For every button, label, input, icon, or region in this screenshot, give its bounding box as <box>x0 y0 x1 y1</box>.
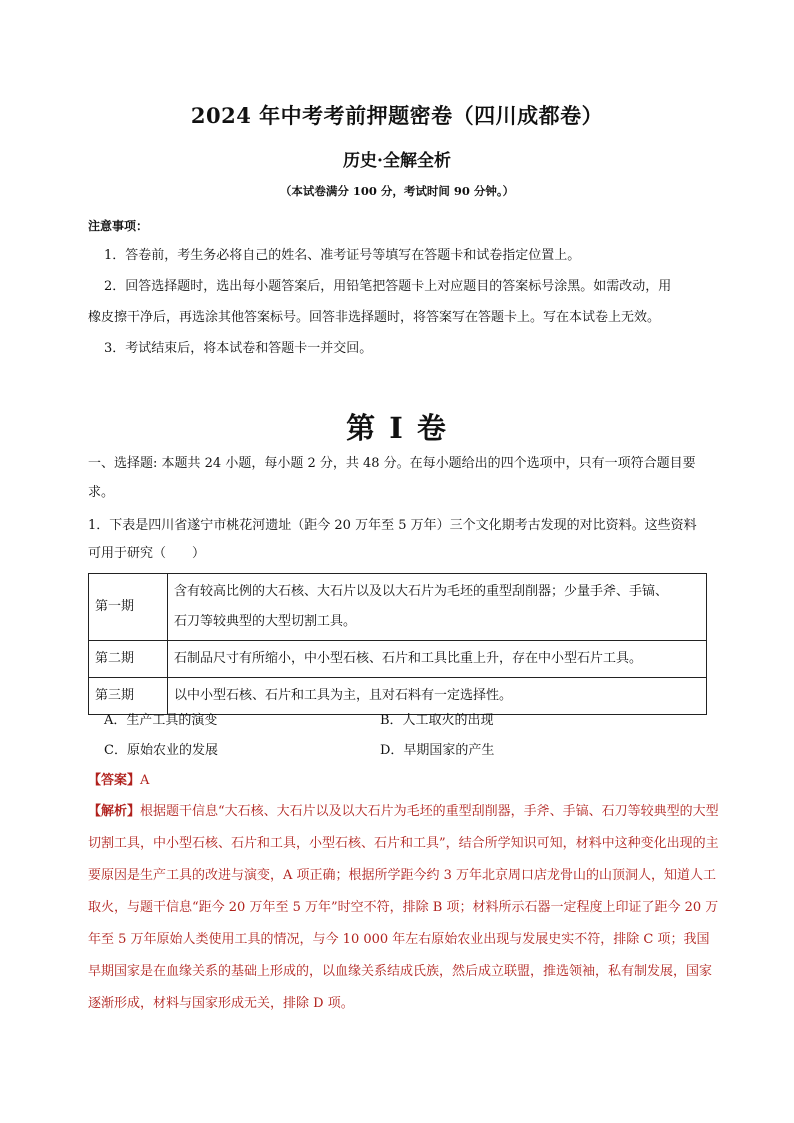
section-intro-cont: 求。 <box>88 485 115 500</box>
volume-title: 第 I 卷 <box>346 411 448 445</box>
table-cell-period: 第三期 <box>89 678 168 715</box>
table-row <box>89 574 707 641</box>
page-subtitle: 历史·全解全析 <box>343 151 451 171</box>
question-1-stem: 1．下表是四川省遂宁市桃花河遗址（距今 20 万年至 5 万年）三个文化期考古发现的对比资料。这些资料 <box>88 518 697 533</box>
analysis-block <box>88 796 722 1020</box>
option-c: C．原始农业的发展 <box>104 743 218 758</box>
table-cell-line: 含有较高比例的大石核、大石片以及以大石片为毛坯的重型刮削器；少量手斧、手镐、 <box>174 584 669 599</box>
notice-title: 注意事项： <box>88 219 149 233</box>
table-cell-content <box>168 574 707 641</box>
table-cell-period: 第一期 <box>89 574 168 641</box>
analysis-label: 【解析】 <box>88 804 141 819</box>
option-b: B．人工取火的出现 <box>380 713 494 728</box>
notice-item-3: 3．考试结束后，将本试卷和答题卡一并交回。 <box>104 341 373 356</box>
score-note: （本试卷满分 100 分，考试时间 90 分钟。） <box>279 184 515 198</box>
option-a: A．生产工具的演变 <box>104 713 218 728</box>
question-1-stem-cont: 可用于研究（ ） <box>88 546 206 561</box>
notice-item-1: 1．答卷前，考生务必将自己的姓名、准考证号等填写在答题卡和试卷指定位置上。 <box>104 248 581 263</box>
option-d: D．早期国家的产生 <box>380 743 495 758</box>
notice-item-2: 2．回答选择题时，选出每小题答案后，用铅笔把答题卡上对应题目的答案标号涂黑。如需改动，用 <box>104 279 672 294</box>
notice-item-2-cont: 橡皮擦干净后，再选涂其他答案标号。回答非选择题时，将答案写在答题卡上。写在本试卷上无效。 <box>88 310 661 325</box>
answer-value: A <box>140 773 150 788</box>
answer-label: 【答案】 <box>88 773 141 788</box>
table-cell-content: 石制品尺寸有所缩小，中小型石核、石片和工具比重上升，存在中小型石片工具。 <box>168 641 707 678</box>
comparison-table <box>88 573 707 715</box>
page-title: 2024 年中考考前押题密卷（四川成都卷） <box>190 103 604 128</box>
table-cell-line: 石刀等较典型的大型切割工具。 <box>174 614 357 629</box>
table-cell-period: 第二期 <box>89 641 168 678</box>
section-intro: 一、选择题: 本题共 24 小题，每小题 2 分，共 48 分。在每小题给出的四个选项中，只有一项符合题目要 <box>88 456 696 471</box>
table-row <box>89 641 707 678</box>
analysis-text: 根据题干信息“大石核、大石片以及以大石片为毛坯的重型刮削器，手斧、手镐、石刀等较典型的大型切割工具，中小型石核、石片和工具，小型石核、石片和工具”，结合所学知识可知，材料中这种变化出现的主要原因是生产工具的改进与演变，A 项正确；根据所学距今约 3 万年北京周口店龙骨山的山顶洞人，知道人工取火，与题干信息“距今 20 万年至 5 万年”时空不符，排除 B 项；材料所示石器一定程度上印证了距今 20 万年至 5 万年原始人类使用工具的情况，与今 10 000 年左右原始农业出现与发展史实不符，排除 C 项；我国早期国家是在血缘关系的基础上形成的，以血缘关系结成氏族，然后成立联盟，推选领袖，私有制发展，国家逐渐形成，材料与国家形成无关，排除 D 项。 <box>88 804 719 1011</box>
table-cell-content: 以中小型石核、石片和工具为主，且对石料有一定选择性。 <box>168 678 707 715</box>
answer-line <box>88 769 149 788</box>
